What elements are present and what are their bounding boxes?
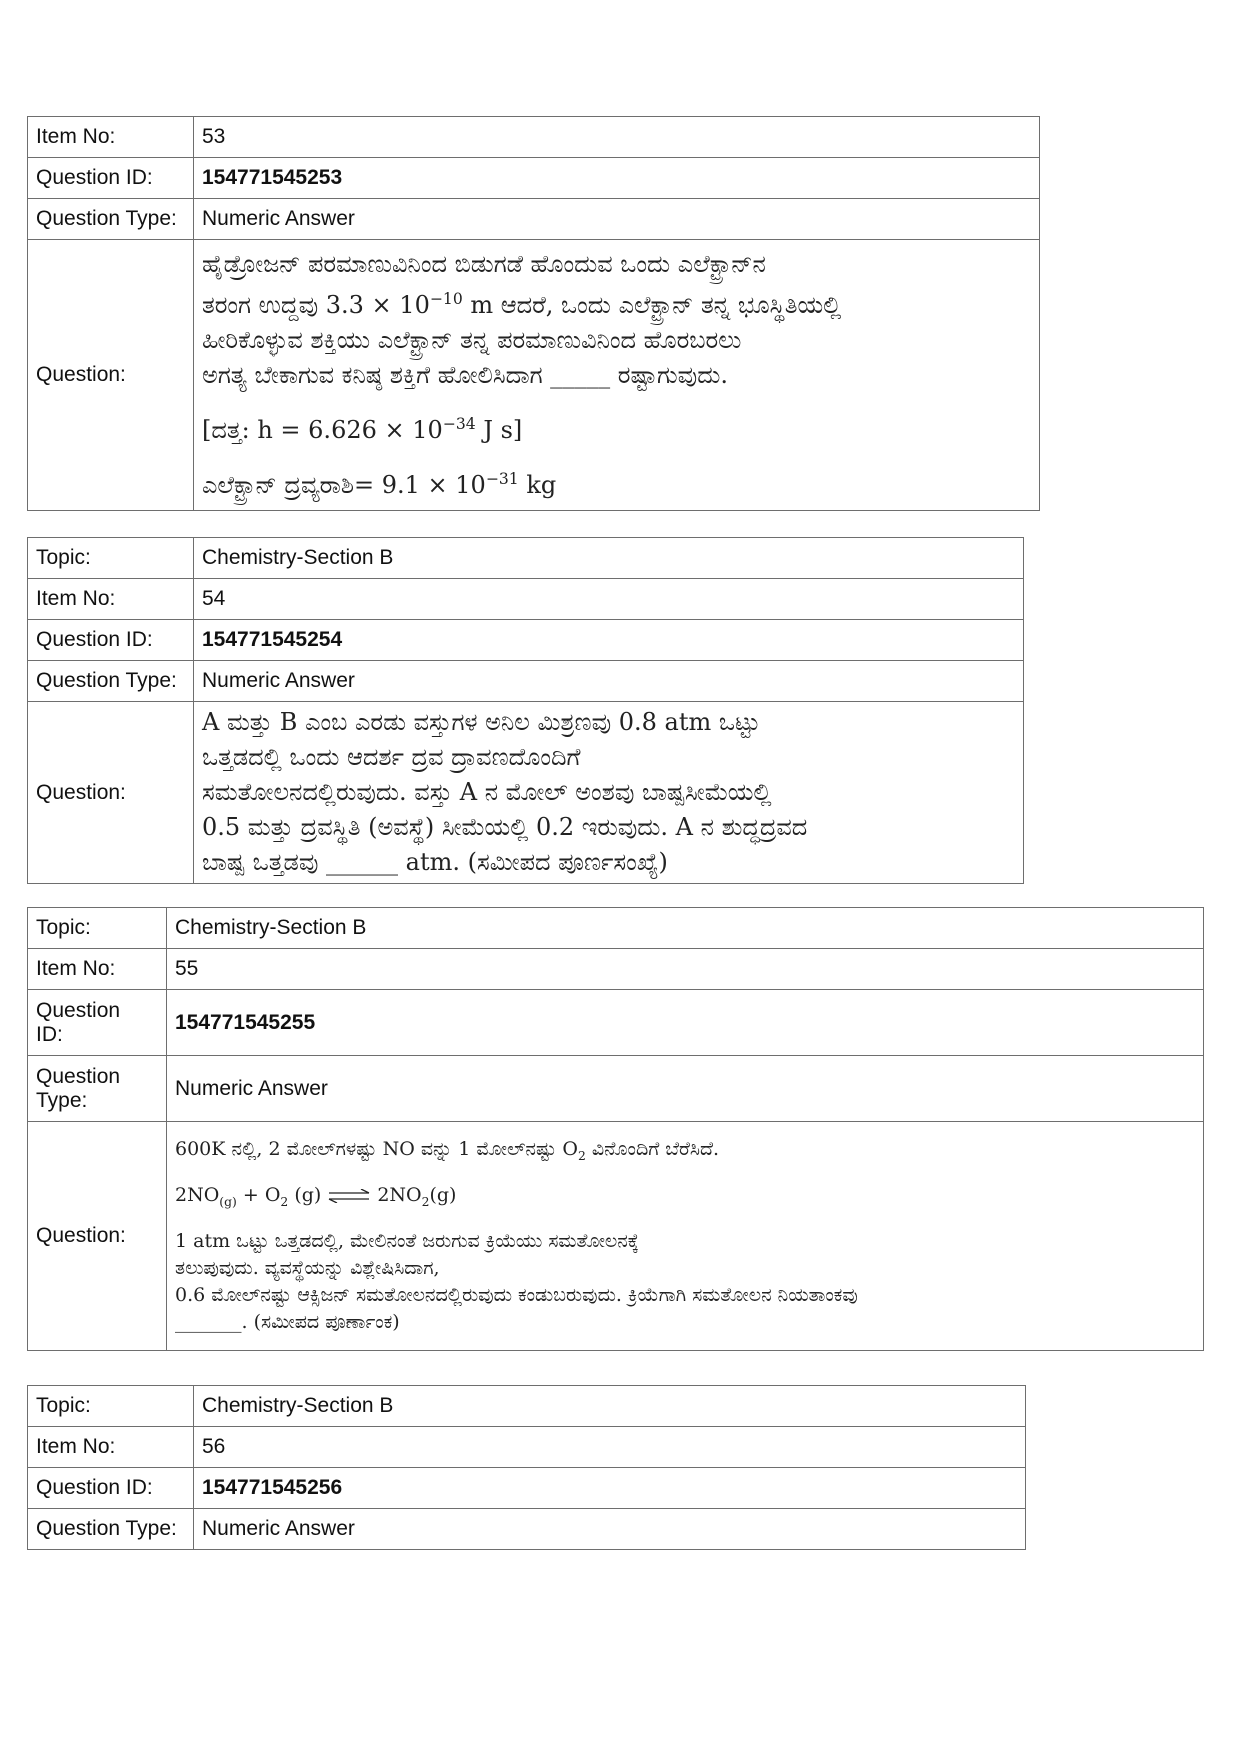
question-label: Question: [28, 702, 194, 884]
question-line: ಹೈಡ್ರೋಜನ್ ಪರಮಾಣುವಿನಿಂದ ಬಿಡುಗಡೆ ಹೊಂದುವ ಒಂದು ಎಲೆಕ್ಟ್ರಾನ್‌ನ [202, 250, 766, 278]
item-no-label: Item No: [28, 1427, 194, 1468]
question-table-54 [27, 537, 1024, 884]
topic-label: Topic: [28, 908, 167, 949]
topic-value: Chemistry-Section B [194, 538, 1024, 579]
given-constant: [ದತ್ತ: $h = 6.626 \times 10^{-34}$ J s] [202, 415, 523, 444]
topic-label: Topic: [28, 1386, 194, 1427]
question-type-label: Question Type: [28, 199, 194, 240]
question-line: ಅಗತ್ಯ ಬೇಕಾಗುವ ಕನಿಷ್ಠ ಶಕ್ತಿಗೆ ಹೋಲಿಸಿದಾಗ _____ ರಷ್ಟಾಗುವುದು. [202, 361, 728, 389]
question-type-value: Numeric Answer [194, 1509, 1026, 1550]
question-id-label: Question ID: [28, 620, 194, 661]
item-no-value: 54 [194, 579, 1024, 620]
question-id-value: 154771545253 [194, 158, 1040, 199]
item-no-value: 55 [167, 949, 1204, 990]
question-type-label: Question Type: [28, 1509, 194, 1550]
question-table-55 [27, 907, 1204, 1351]
question-id-value: 154771545254 [194, 620, 1024, 661]
item-no-label: Item No: [28, 949, 167, 990]
question-type-label: Question Type: [28, 1056, 167, 1122]
reaction-equation: $2NO_{(g)} + O_2$ (g) $2NO_2(g)$ [175, 1184, 457, 1209]
question-id-label: Question ID: [28, 158, 194, 199]
question-id-value: 154771545256 [194, 1468, 1026, 1509]
question-type-value: Numeric Answer [194, 661, 1024, 702]
question-table-56 [27, 1385, 1026, 1550]
topic-label: Topic: [28, 538, 194, 579]
equilibrium-arrow-icon [327, 1189, 371, 1203]
question-line: 600K ನಲ್ಲಿ, 2 ಮೋಲ್‌ಗಳಷ್ಟು NO ವನ್ನು 1 ಮೋಲ್‌ನಷ್ಟು $O_2$ ವಿನೊಂದಿಗೆ ಬೆರೆಸಿದೆ. [175, 1138, 720, 1163]
question-line: _______. (ಸಮೀಪದ ಪೂರ್ಣಾಂಕ) [175, 1310, 400, 1333]
question-type-value: Numeric Answer [194, 199, 1040, 240]
question-label: Question: [28, 240, 194, 511]
question-line: ತಲುಪುವುದು. ವ್ಯವಸ್ಥೆಯನ್ನು ವಿಶ್ಲೇಷಿಸಿದಾಗ, [175, 1256, 440, 1279]
question-id-label: Question ID: [28, 1468, 194, 1509]
question-type-value: Numeric Answer [167, 1056, 1204, 1122]
item-no-label: Item No: [28, 579, 194, 620]
question-line: 0.6 ಮೋಲ್‌ನಷ್ಟು ಆಕ್ಸಿಜನ್ ಸಮತೋಲನದಲ್ಲಿರುವುದು ಕಂಡುಬರುವುದು. ಕ್ರಿಯೆಗಾಗಿ ಸಮತೋಲನ ನಿಯತಾಂಕವು [175, 1283, 858, 1306]
question-body [194, 240, 1040, 511]
question-type-label: Question Type: [28, 661, 194, 702]
question-line: ಬಾಷ್ಪ ಒತ್ತಡವು ______ atm. (ಸಮೀಪದ ಪೂರ್ಣಸಂಖ್ಯೆ) [202, 848, 668, 876]
question-line: A ಮತ್ತು B ಎಂಬ ಎರಡು ವಸ್ತುಗಳ ಅನಿಲ ಮಿಶ್ರಣವು 0.8 atm ಒಟ್ಟು [202, 708, 761, 736]
question-line: 1 atm ಒಟ್ಟು ಒತ್ತಡದಲ್ಲಿ, ಮೇಲಿನಂತೆ ಜರುಗುವ ಕ್ರಿಯೆಯು ಸಮತೋಲನಕ್ಕೆ [175, 1229, 639, 1252]
question-line: 0.5 ಮತ್ತು ದ್ರವಸ್ಥಿತಿ (ಅವಸ್ಥೆ) ಸೀಮೆಯಲ್ಲಿ 0.2 ಇರುವುದು. A ನ ಶುದ್ಧದ್ರವದ [202, 813, 808, 841]
question-id-label: Question ID: [28, 990, 167, 1056]
question-body [167, 1122, 1204, 1351]
item-no-value: 53 [194, 117, 1040, 158]
item-no-value: 56 [194, 1427, 1026, 1468]
question-line: ಹೀರಿಕೊಳ್ಳುವ ಶಕ್ತಿಯು ಎಲೆಕ್ಟ್ರಾನ್ ತನ್ನ ಪರಮಾಣುವಿನಿಂದ ಹೊರಬರಲು [202, 326, 742, 354]
question-label: Question: [28, 1122, 167, 1351]
electron-mass: ಎಲೆಕ್ಟ್ರಾನ್ ದ್ರವ್ಯರಾಶಿ= $9.1 \times 10^{-31}$ kg [202, 470, 557, 499]
question-body [194, 702, 1024, 884]
question-line: ತರಂಗ ಉದ್ದವು $3.3 \times 10^{-10}$ m ಆದರೆ, ಒಂದು ಎಲೆಕ್ಟ್ರಾನ್ ತನ್ನ ಭೂಸ್ಥಿತಿಯಲ್ಲಿ [202, 290, 842, 319]
topic-value: Chemistry-Section B [167, 908, 1204, 949]
question-table-53 [27, 116, 1040, 511]
item-no-label: Item No: [28, 117, 194, 158]
question-line: ಒತ್ತಡದಲ್ಲಿ ಒಂದು ಆದರ್ಶ ದ್ರವ ದ್ರಾವಣದೊಂದಿಗೆ [202, 743, 581, 771]
question-id-value: 154771545255 [167, 990, 1204, 1056]
topic-value: Chemistry-Section B [194, 1386, 1026, 1427]
question-line: ಸಮತೋಲನದಲ್ಲಿರುವುದು. ವಸ್ತು A ನ ಮೋಲ್ ಅಂಶವು ಬಾಷ್ಪಸೀಮೆಯಲ್ಲಿ [202, 778, 772, 806]
